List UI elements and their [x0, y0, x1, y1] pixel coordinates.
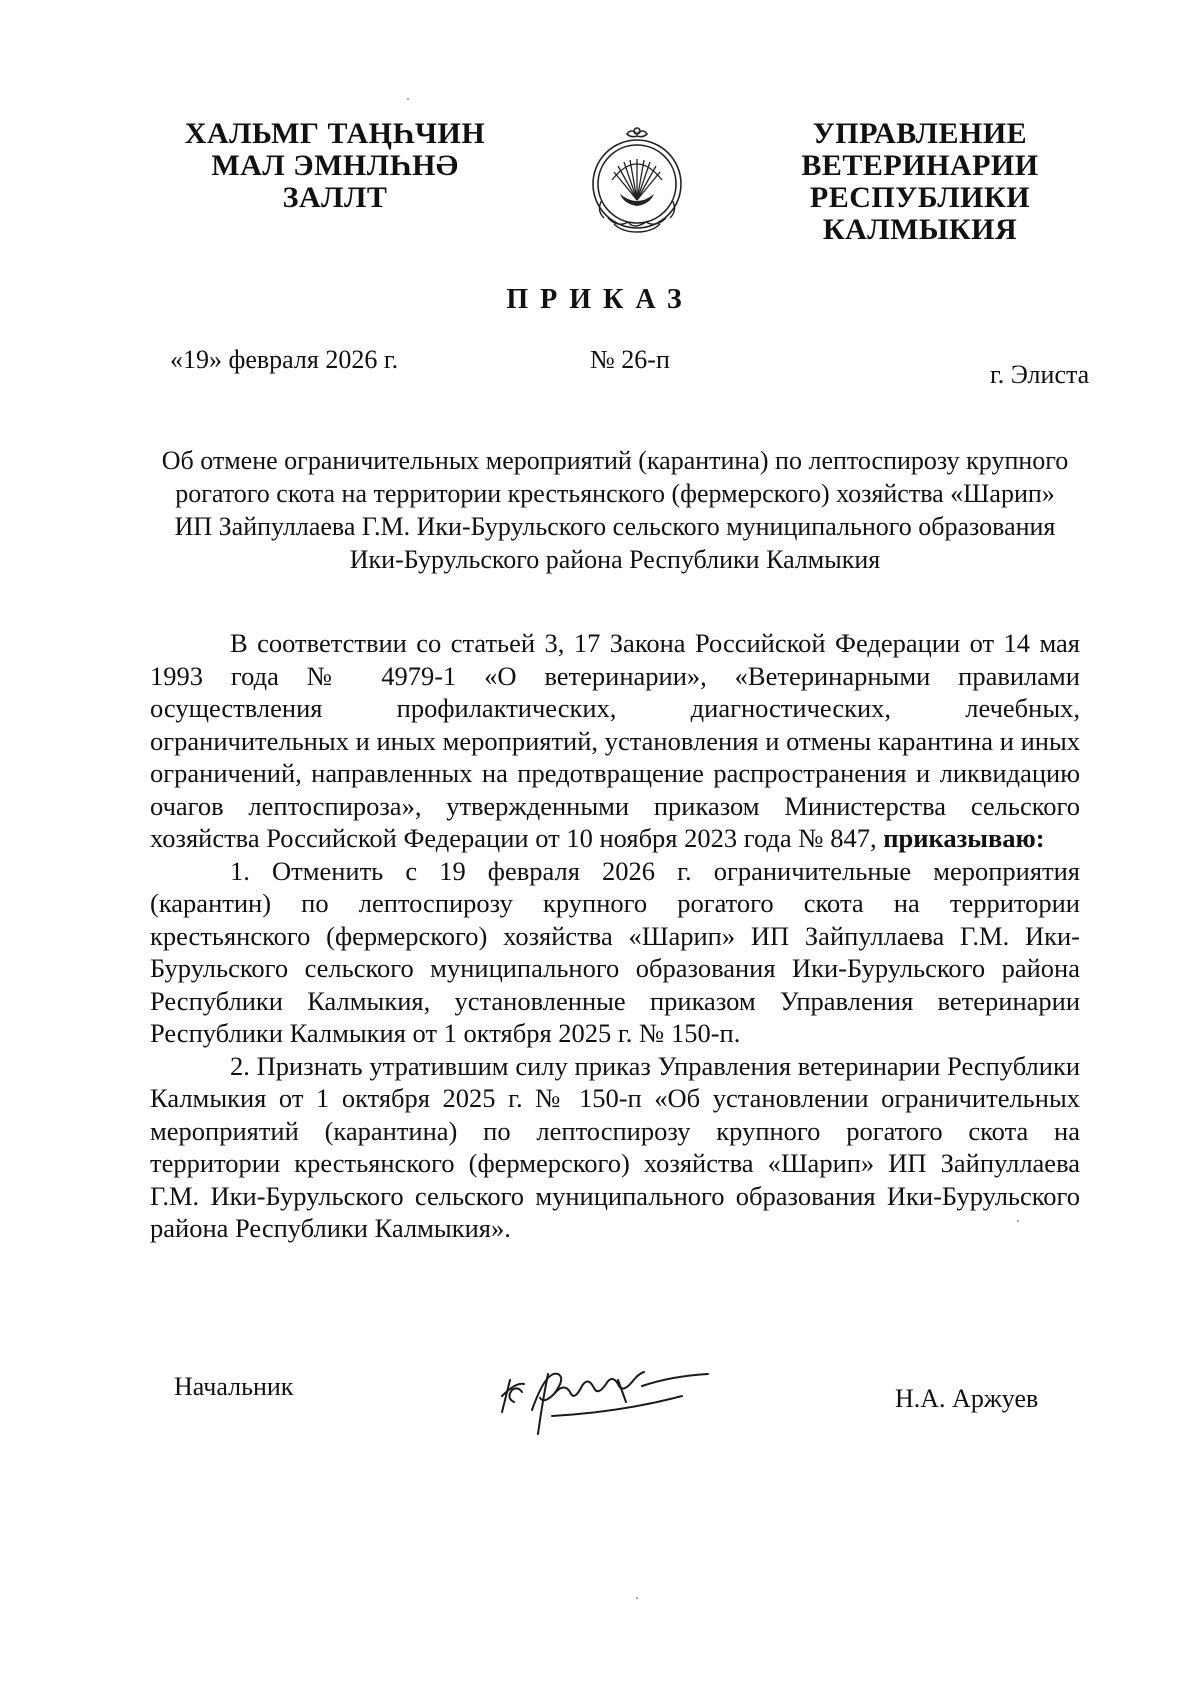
scan-speck — [636, 1597, 638, 1599]
header-left-line: ЗАЛЛТ — [282, 181, 388, 214]
header-right-line: УПРАВЛЕНИЕ — [812, 117, 1028, 150]
title-line: ИП Зайпуллаева Г.М. Ики-Бурульского сельского муниципального образования — [174, 512, 1056, 541]
document-title — [150, 444, 1080, 576]
handwritten-signature-icon — [492, 1350, 717, 1440]
header-left-kalmyk-title — [170, 118, 500, 214]
header-left-line: ХАЛЬМГ ТАҢҺЧИН — [184, 117, 486, 150]
header-right-line: РЕСПУБЛИКИ — [809, 181, 1031, 214]
preamble-paragraph — [150, 627, 1080, 855]
title-line: рогатого скота на территории крестьянского (фермерского) хозяйства «Шарип» — [175, 479, 1055, 508]
preamble-text: В соответствии со статьей 3, 17 Закона Российской Федерации от 14 мая 1993 года № 4979-1 «О ветеринарии», «Ветеринарными правилами осуществления профилактических, диагностических, лечебных, ограничительных и иных мероприятий, установления и отмены карантина и иных ограничений, направленных на предотвращение распространения и ликвидацию очагов лептоспироза», утвержденными приказом Министерства сельского хозяйства Российской Федерации от 10 ноября 2023 года № 847, — [150, 628, 1080, 853]
scan-speck — [1017, 1220, 1019, 1222]
header-left-line: МАЛ ЭМНЛҺНƏ — [211, 149, 459, 182]
header-right-line: КАЛМЫКИЯ — [822, 213, 1018, 246]
document-body — [150, 627, 1080, 1245]
title-line: Об отмене ограничительных мероприятий (карантина) по лептоспирозу крупного — [161, 446, 1069, 475]
header-right-line: ВЕТЕРИНАРИИ — [801, 149, 1039, 182]
order-item-2: 2. Признать утратившим силу приказ Управления ветеринарии Республики Калмыкия от 1 октября 2025 г. № 150-п «Об установлении ограничительных мероприятий (карантина) по лептоспирозу крупного рогатого скота на территории крестьянского (фермерского) хозяйства «Шарип» ИП Зайпуллаева Г.М. Ики-Бурульского сельского муниципального образования Ики-Бурульского района Республики Калмыкия». — [150, 1050, 1080, 1243]
scan-speck — [407, 98, 409, 100]
order-word: приказываю: — [883, 823, 1045, 853]
header-right-russian-title — [770, 118, 1070, 246]
signatory-position: Начальник — [174, 1372, 294, 1401]
document-city: г. Элиста — [990, 360, 1090, 389]
document-type-heading: ПРИКАЗ — [506, 284, 694, 315]
document-date: «19» февраля 2026 г. — [170, 345, 399, 374]
signatory-name: Н.А. Аржуев — [895, 1384, 1039, 1413]
document-number: № 26-п — [590, 345, 670, 374]
kalmykia-coat-of-arms-icon — [584, 124, 690, 240]
order-item-1: 1. Отменить с 19 февраля 2026 г. ограничительные мероприятия (карантин) по лептоспирозу крупного рогатого скота на территории крестьянского (фермерского) хозяйства «Шарип» ИП Зайпуллаева Г.М. Ики-Бурульского сельского муниципального образования Ики-Бурульского района Республики Калмыкия, установленные приказом Управления ветеринарии Республики Калмыкия от 1 октября 2025 г. № 150-п. — [150, 855, 1080, 1048]
title-line: Ики-Бурульского района Республики Калмыкия — [349, 545, 881, 574]
